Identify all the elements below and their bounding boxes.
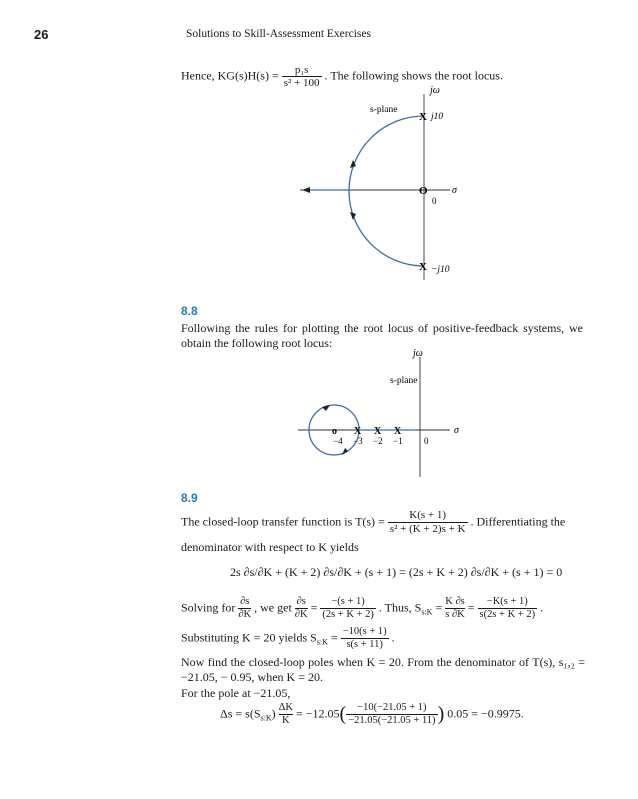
running-title: Solutions to Skill-Assessment Exercises	[186, 28, 371, 40]
ds-dk-fraction-1	[238, 596, 251, 621]
root-locus-figure-1	[290, 80, 490, 285]
solving-b: , we get	[254, 600, 295, 615]
intro-text-after: . The following shows the root locus.	[324, 68, 503, 83]
subst-num: −10(s + 1)	[342, 626, 387, 637]
lower-circle-arrow	[342, 448, 348, 455]
tick-m2: −2	[373, 436, 383, 446]
sens-den: s(2s + K + 2)	[479, 609, 536, 620]
real-axis-arrow	[302, 187, 310, 193]
solving-line: Solving for $\frac{\partial s}{\partial K}$ , we get $\frac{\partial s}{\partial K}$ = $\frac{-(s + 1)}{(2s + K + 2)}$ . Thus, $S_{s:K}$ = $\frac{K \partial s}{s \partial K}$ = $\frac{-K(s + 1)}{s(2s + K + 2)}$ .	[181, 596, 544, 620]
ds-dk-fraction-2	[295, 596, 308, 621]
final-lhs: Δs = s(S	[220, 706, 261, 721]
final-equation: $\Delta s = s(S_{s:K})$ $\frac{\Delta K}{K}$ = −12.05( $\frac{-10(-21.05 + 1)}{-21.05(-21.05 + 11)}$ ) 0.05 = −0.9975.	[220, 702, 524, 726]
intro-fraction-num: p₁s	[282, 64, 322, 77]
subst-sub: s:K	[316, 637, 328, 647]
tf-lead: The closed-loop transfer function is T(s) =	[181, 514, 388, 529]
tf-tail: . Differentiating the	[470, 514, 566, 529]
solving-c: . Thus, S	[378, 600, 422, 615]
solution-den: (2s + K + 2)	[322, 609, 374, 620]
final-inner-den: −21.05(−21.05 + 11)	[348, 715, 436, 726]
splane-label: s-plane	[390, 376, 418, 386]
sens-mid-num: K ∂s	[445, 596, 465, 607]
page-number: 26	[34, 27, 49, 42]
substituting-line: Substituting K = 20 yields $S_{s:K}$ = $\frac{-10(s + 1)}{s(s + 11)}$ .	[181, 626, 395, 650]
ds-num: ∂s	[240, 596, 250, 607]
pole-mj10-mark: X	[419, 261, 427, 273]
sens-mid-fraction	[445, 596, 464, 621]
solving-a: Solving for	[181, 600, 239, 615]
tf-line	[181, 509, 591, 536]
zero-mark: o	[332, 426, 337, 437]
sens-num: −K(s + 1)	[478, 596, 538, 609]
tick-m4: −4	[333, 436, 343, 446]
splane-label: s-plane	[370, 105, 398, 115]
sens-mid-den: s ∂K	[445, 609, 465, 620]
tick-m3: −3	[353, 436, 363, 446]
closed-loop-poles-paragraph: Now find the closed-loop poles when K = 20. From the denominator of T(s), s₁,₂ = −21.05, − 0.95, when K = 20.	[181, 655, 585, 684]
jw-axis-label: jω	[430, 85, 440, 96]
tf-fraction	[388, 509, 468, 536]
pole-at-paragraph: For the pole at −21.05,	[181, 686, 291, 700]
final-tail: 0.05 = −0.9975.	[444, 706, 524, 721]
differentiation-equation: 2s ∂s/∂K + (K + 2) ∂s/∂K + (s + 1) = (2s + K + 2) ∂s/∂K + (s + 1) = 0	[230, 565, 563, 579]
solution-fraction	[320, 596, 376, 621]
tick-0: 0	[424, 436, 429, 446]
sens-sub: s:K	[421, 607, 433, 617]
pole-j10-mark: X	[419, 111, 427, 123]
intro-text-before: Hence, KG(s)H(s) =	[181, 68, 282, 83]
section-8-8-paragraph: Following the rules for plotting the root locus of positive-feedback systems, we obtain the following root locus:	[181, 321, 583, 350]
mj10-label: −j10	[431, 265, 450, 275]
final-frac-den: K	[282, 715, 290, 726]
pole-m2-mark: X	[374, 426, 382, 437]
dk-den: ∂K	[238, 609, 252, 620]
final-inner-fraction	[346, 702, 437, 727]
intro-fraction-den: s² + 100	[283, 77, 320, 89]
subst-fraction	[341, 626, 389, 651]
jw-axis-label: jω	[413, 348, 423, 359]
origin-label: 0	[432, 196, 437, 206]
final-dk-fraction	[279, 702, 293, 727]
denominator-line: denominator with respect to K yields	[181, 540, 359, 554]
ds-num: ∂s	[296, 596, 306, 607]
final-inner-num: −10(−21.05 + 1)	[346, 702, 437, 715]
final-sub: s:K	[260, 713, 272, 723]
root-locus-figure-2	[290, 345, 475, 480]
section-8-8-heading: 8.8	[181, 304, 198, 318]
subst-lead: Substituting K = 20 yields S	[181, 630, 317, 645]
solution-num: −(s + 1)	[320, 596, 376, 609]
zero-origin-mark: O	[419, 185, 428, 197]
tick-m1: −1	[393, 436, 403, 446]
pole-m3-mark: X	[354, 426, 362, 437]
sens-result-fraction	[478, 596, 538, 621]
lower-arc-arrow	[350, 212, 356, 220]
subst-den: s(s + 11)	[346, 639, 383, 650]
sigma-axis-label: σ	[454, 425, 459, 436]
semicircle-locus	[349, 116, 424, 266]
final-coeff: = −12.05	[295, 706, 340, 721]
sigma-axis-label: σ	[452, 185, 457, 196]
tf-den: s² + (K + 2)s + K	[389, 523, 466, 535]
pole-m1-mark: X	[394, 426, 402, 437]
final-frac-num: ΔK	[278, 702, 293, 713]
section-8-9-heading: 8.9	[181, 491, 198, 505]
dk-den: ∂K	[294, 609, 308, 620]
tf-num: K(s + 1)	[388, 509, 468, 523]
j10-label: j10	[431, 112, 444, 122]
